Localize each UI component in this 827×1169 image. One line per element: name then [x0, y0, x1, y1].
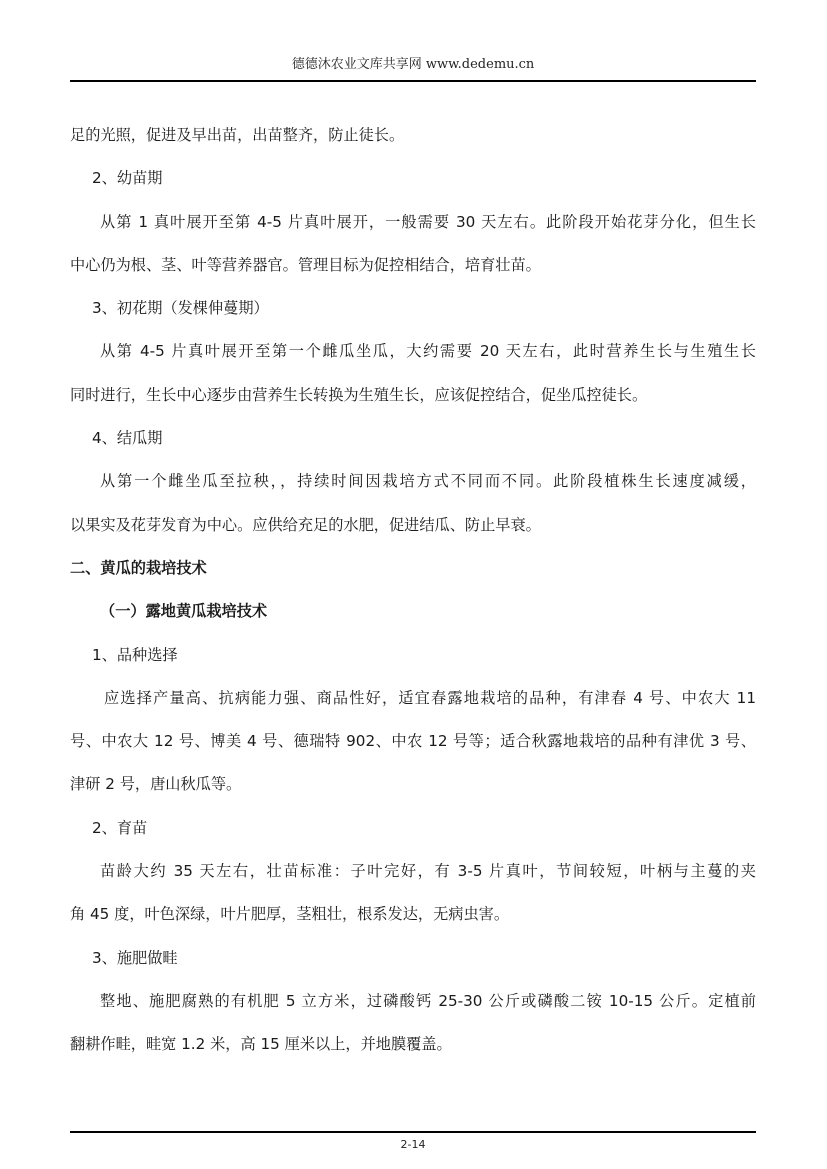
paragraph-line: 津研 2 号，唐山秋瓜等。	[70, 775, 242, 794]
page-header	[70, 48, 756, 82]
subchapter-heading: （一）露地黄瓜栽培技术	[100, 602, 268, 621]
paragraph-line: 号、中农大 12 号、博美 4 号、德瑞特 902、中农 12 号等；适合秋露地栽培的品种有津优 3 号、	[70, 732, 756, 751]
paragraph-line: 整地、施肥腐熟的有机肥 5 立方米，过磷酸钙 25-30 公斤或磷酸二铵 10-15 公斤。定植前	[100, 991, 756, 1010]
section-heading: 2、幼苗期	[92, 169, 163, 188]
section-heading: 4、结瓜期	[92, 429, 163, 448]
paragraph-line: 以果实及花芽发育为中心。应供给充足的水肥，促进结瓜、防止早衰。	[70, 515, 541, 534]
section-heading: 2、育苗	[92, 818, 148, 837]
paragraph-line: 足的光照，促进及早出苗，出苗整齐，防止徒长。	[70, 126, 405, 144]
section-heading: 3、施肥做畦	[92, 948, 178, 967]
paragraph-line: 从第 4-5 片真叶展开至第一个雌瓜坐瓜，大约需要 20 天左右，此时营养生长与生殖生长	[100, 342, 756, 361]
paragraph-line: 从第 1 真叶展开至第 4-5 片真叶展开，一般需要 30 天左右。此阶段开始花芽分化，但生长	[100, 212, 756, 231]
section-heading: 3、初花期（发棵伸蔓期）	[92, 299, 269, 318]
paragraph-line: 翻耕作畦，畦宽 1.2 米，高 15 厘米以上，并地膜覆盖。	[70, 1035, 452, 1054]
paragraph-line: 中心仍为根、茎、叶等营养器官。管理目标为促控相结合，培育壮苗。	[70, 255, 541, 274]
page-footer	[70, 1131, 756, 1152]
header-title: 德德沐农业文库共享网 www.dedemu.cn	[291, 57, 535, 72]
paragraph-line: 角 45 度，叶色深绿，叶片肥厚，茎粗壮，根系发达，无病虫害。	[70, 905, 510, 924]
paragraph-line: 苗龄大约 35 天左右，壮苗标准：子叶完好，有 3-5 片真叶，节间较短，叶柄与主蔓的夹	[100, 862, 756, 881]
paragraph-line: 从第一个雌坐瓜至拉秧，，持续时间因栽培方式不同而不同。此阶段植株生长速度减缓，	[100, 472, 756, 491]
page-number: 2-14	[400, 1138, 426, 1151]
chapter-heading: 二、黄瓜的栽培技术	[70, 558, 207, 577]
section-heading: 1、品种选择	[92, 645, 178, 664]
paragraph-line: 应选择产量高、抗病能力强、商品性好，适宜春露地栽培的品种，有津春 4 号、中农大 11	[104, 688, 756, 707]
document-body	[70, 114, 756, 1067]
paragraph-line: 同时进行，生长中心逐步由营养生长转换为生殖生长，应该促控结合，促坐瓜控徒长。	[70, 385, 648, 404]
